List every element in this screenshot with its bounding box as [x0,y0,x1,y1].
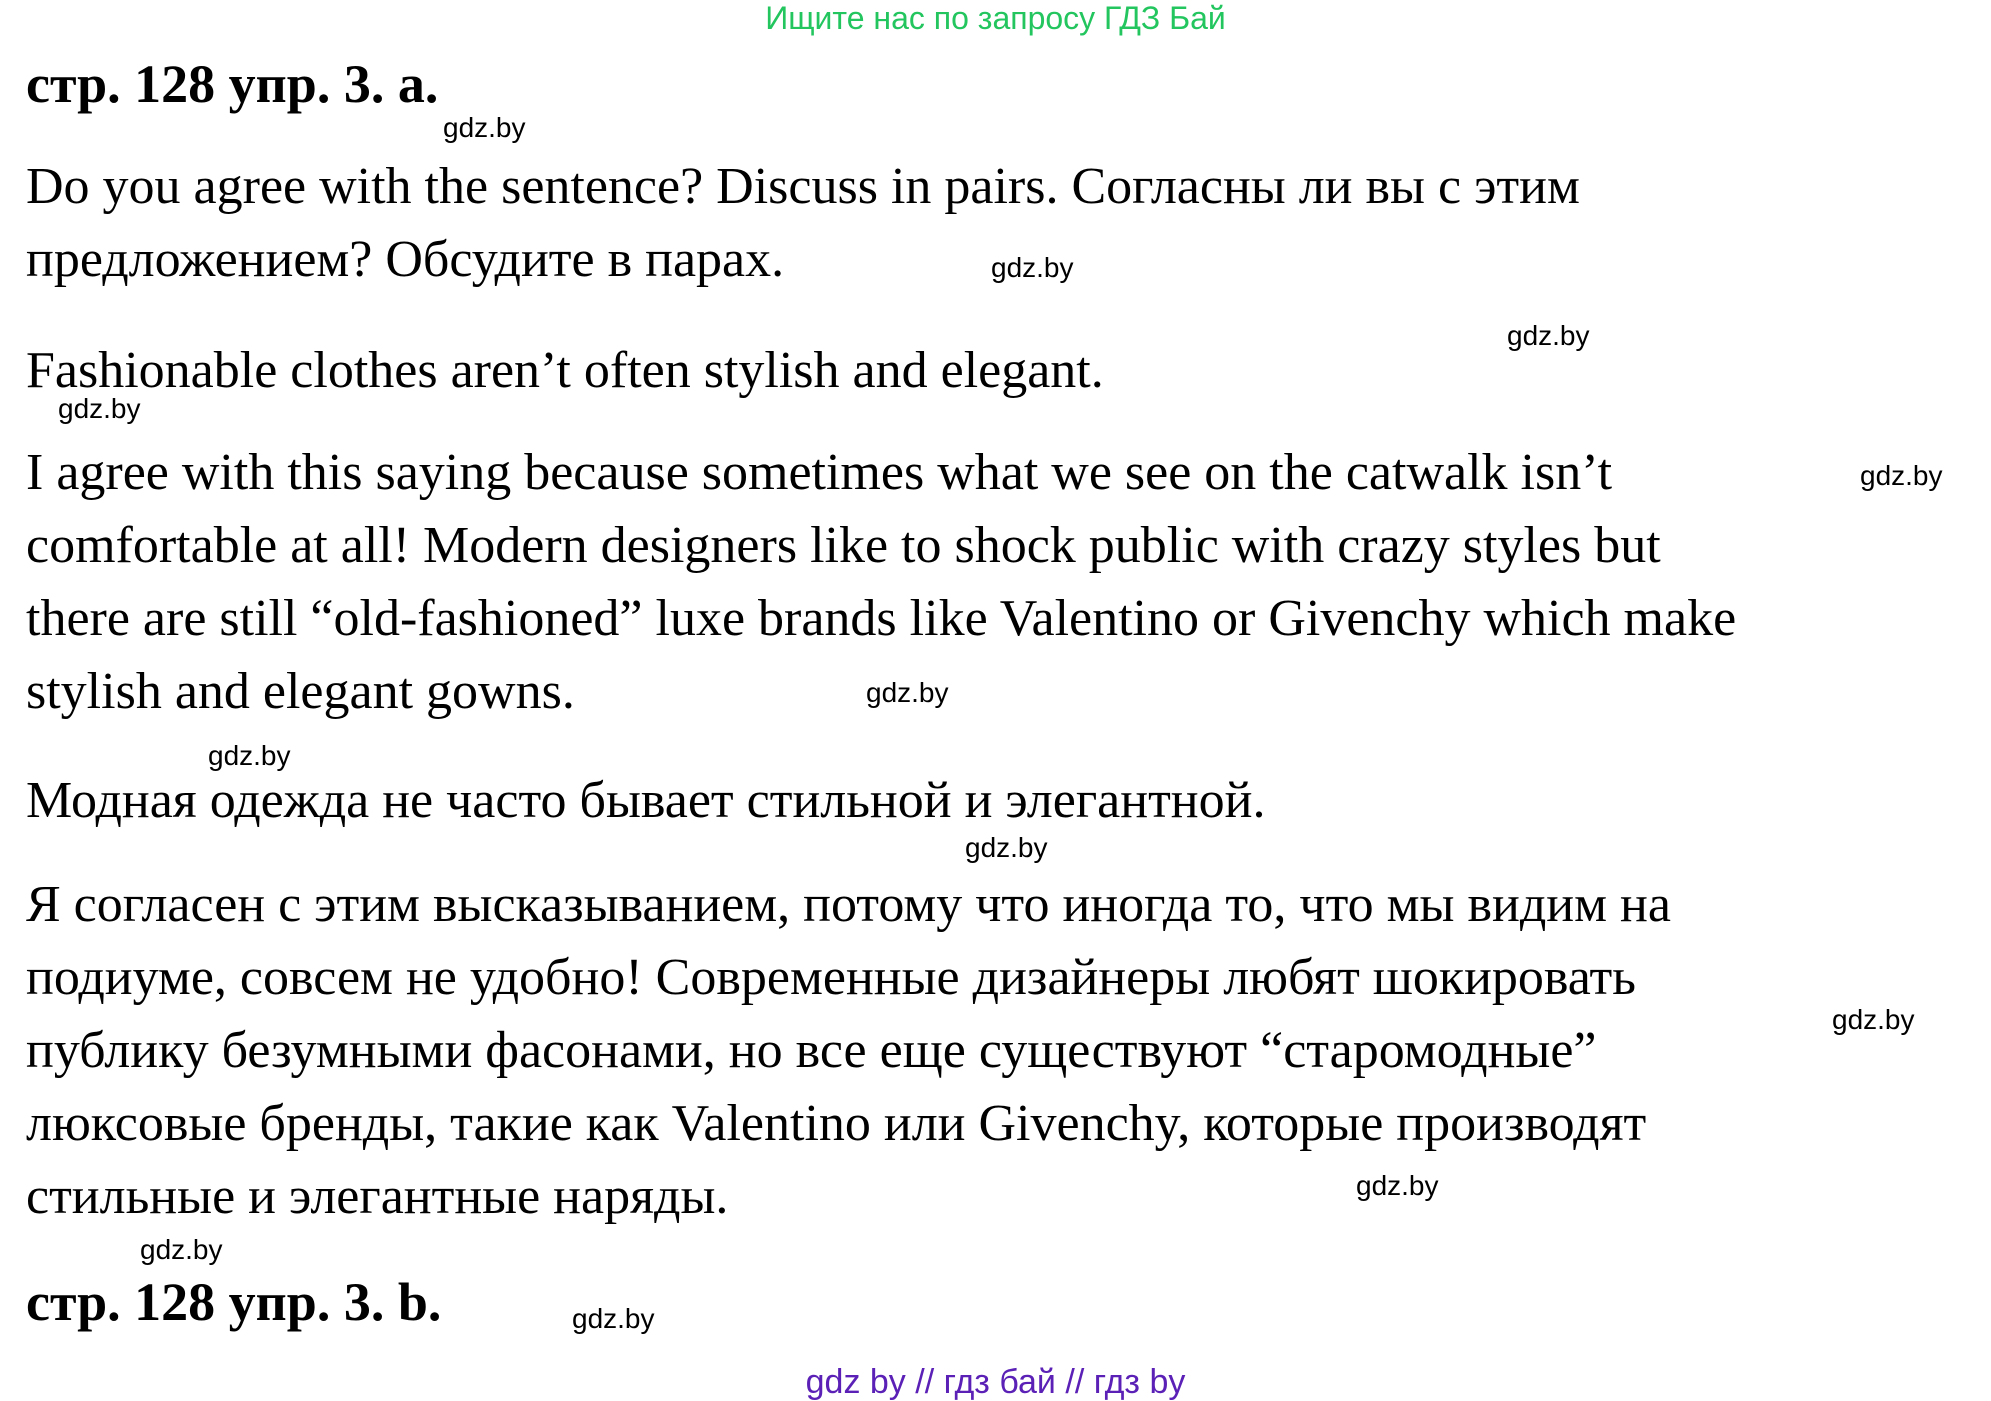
watermark: gdz.by [965,832,1048,863]
answer-english-line: comfortable at all! Modern designers like to shock public with crazy styles but [26,517,1661,574]
exercise-heading-a: стр. 128 упр. 3. a. [26,54,439,114]
watermark: gdz.by [1860,460,1943,491]
task-instruction [26,150,1580,296]
exercise-heading-b: стр. 128 упр. 3. b. [26,1272,442,1332]
answer-english-line: there are still “old-fashioned” luxe brands like Valentino or Givenchy which make [26,590,1737,647]
top-banner: Ищите нас по запросу ГДЗ Бай [765,0,1226,36]
answer-russian-line: стильные и элегантные наряды. [26,1168,729,1225]
task-line: Do you agree with the sentence? Discuss in pairs. Согласны ли вы с этим [26,158,1580,215]
watermark: gdz.by [443,112,526,143]
watermark: gdz.by [1356,1170,1439,1201]
answer-english-line: stylish and elegant gowns. [26,663,575,720]
watermark: gdz.by [58,393,141,424]
statement-english-text: Fashionable clothes aren’t often stylish and elegant. [26,342,1104,399]
watermark: gdz.by [208,740,291,771]
watermark: gdz.by [1832,1004,1915,1035]
statement-russian [26,764,1265,837]
statement-english [26,334,1104,407]
answer-russian-line: люксовые бренды, такие как Valentino или Givenchy, которые производят [26,1095,1647,1152]
watermark: gdz.by [866,677,949,708]
statement-russian-text: Модная одежда не часто бывает стильной и элегантной. [26,772,1266,829]
watermark: gdz.by [572,1303,655,1334]
answer-russian-line: публику безумными фасонами, но все еще существуют “старомодные” [26,1022,1597,1079]
answer-russian-line: подиуме, совсем не удобно! Современные дизайнеры любят шокировать [26,949,1636,1006]
footer-links: gdz by // гдз бай // гдз by [805,1363,1186,1401]
answer-russian-line: Я согласен с этим высказыванием, потому что иногда то, что мы видим на [26,876,1671,933]
watermark: gdz.by [1507,320,1590,351]
answer-english-line: I agree with this saying because sometimes what we see on the catwalk isn’t [26,444,1613,501]
watermark: gdz.by [140,1234,223,1265]
watermark: gdz.by [991,252,1074,283]
task-line: предложением? Обсудите в парах. [26,231,785,288]
